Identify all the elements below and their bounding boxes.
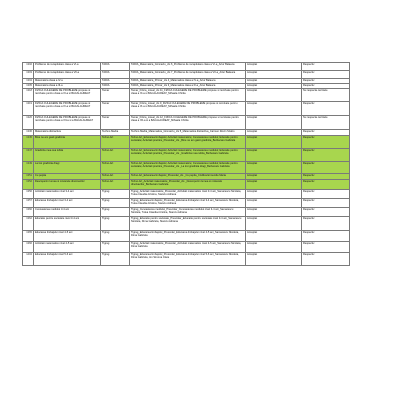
table-row [23, 136, 350, 149]
description-cell: TADIA_Matematica_Gimnaziu_cls 6_Probleme de recapitulare clasa a VI-a_Artur Balauca [130, 63, 246, 71]
result-cell: Respectiv [302, 79, 350, 84]
publisher-cell: Tigrag [101, 242, 130, 253]
row-id-cell: 1360 [23, 208, 34, 217]
result-cell: Respectiv [302, 71, 350, 79]
title-cell: La trei gradinita dragi [34, 162, 101, 174]
result-cell: Respectiv [302, 174, 350, 180]
row-id-cell: 1319 [23, 102, 34, 116]
description-cell: Techno Media_Matematica_Gimnaziu_cls 5_Matematica distractiva_Carmen Roxin Szabo [130, 130, 246, 136]
publisher-cell: Tigrag [101, 199, 130, 208]
publisher-cell: Tehno-Art [101, 136, 130, 149]
description-cell: Tigrag_Activitati matematice_Prescolar_Activitati matematice nivel 4-5 ani_Samarescu Nicoleta, Dima Gabriela [130, 242, 246, 253]
status-cell: Acceptat [246, 208, 302, 217]
title-cell: Probleme de recapitulare clasa a VII-a [34, 71, 101, 79]
row-id-cell: 1404 [23, 253, 34, 266]
title-cell: FIZICA CULEGERE DE PROBLEME propuse si rezolvate pentru clasa a XII-a si a BACALAUREAT [34, 116, 101, 130]
row-id-cell: 1349 [23, 162, 34, 174]
book-approval-table [22, 62, 350, 266]
status-cell: Acceptat [246, 71, 302, 79]
result-cell: Nu respecta cerintele [302, 89, 350, 102]
publisher-cell: Tehno-Art [101, 180, 130, 190]
publisher-cell: Tehno-Art [101, 174, 130, 180]
description-cell: Tamar_Fizica_Liceal_cls 12_FIZICA CULEGERE DE PROBLEME propuse si rezolvate pentru clasa a XII-a si a BACALAUREAT_Mihaela Chirita [130, 116, 246, 130]
title-cell: FIZICA CULEGERE DE PROBLEME propuse si rezolvate pentru clasa a IX-a si BACALAUREAT [34, 102, 101, 116]
description-cell: Tigrag_Activitati matematice_Prescolar_Activitati matematice nivel 3-4 ani_Samarescu Nicoleta, Tulea Claudia-Cristina, Stanciu Adriana [130, 190, 246, 199]
title-cell: Educarea limbajului nivel 5-6 ani [34, 253, 101, 266]
title-cell: Activitati matematice nivel 4-5 ani [34, 242, 101, 253]
row-id-cell: 1304 [23, 79, 34, 84]
result-cell: Respectiv [302, 63, 350, 71]
description-cell: Tamar_Fizica_Liceal_cls 11_FIZICA CULEGERE DE PROBLEME propuse si rezolvate pentru clasa a XI-a si BACALAUREAT_Mihaela Chirita [130, 89, 246, 102]
result-cell: Respectiv [302, 190, 350, 199]
title-cell: Matematica clasa a III-a [34, 84, 101, 89]
status-cell: Acceptat [246, 231, 302, 242]
row-id-cell: 1345 [23, 136, 34, 149]
publisher-cell: Tamar [101, 102, 130, 116]
result-cell: Respectiv [302, 162, 350, 174]
status-cell: Acceptat [246, 63, 302, 71]
title-cell: Educarea limbajului nivel 4-5 ani [34, 231, 101, 242]
result-cell: Respectiv [302, 231, 350, 242]
description-cell: TADIA_Matematica_Gimnaziu_cls 7_Probleme de recapitulare clasa a VII-a_Artur Balauca [130, 71, 246, 79]
status-cell: Acceptat [246, 253, 302, 266]
publisher-cell: Tamar [101, 116, 130, 130]
status-cell: Acceptat [246, 217, 302, 231]
title-cell: Activitati matematice nivel 3-4 ani [34, 190, 101, 199]
title-cell: Matematica clasa a IV-a [34, 79, 101, 84]
table-row [23, 217, 350, 231]
publisher-cell: Tigrag [101, 217, 130, 231]
row-id-cell: 1318 [23, 89, 34, 102]
status-cell: Acceptat [246, 89, 302, 102]
row-id-cell: 1365 [23, 231, 34, 242]
status-cell: Acceptat [246, 116, 302, 130]
status-cell: Acceptat [246, 199, 302, 208]
description-cell: Tehno-Art_Activitati matematice_Prescolar_cls _Descoperim lumea si misterele dinozaurilor_Berbecaru Gabriela [130, 180, 246, 190]
description-cell: Tigrag_Cunoasterea mediului_Prescolar_Cunoasterea mediului nivel 3-4 ani_Samarescu Nicoleta, Tulea Claudia-Cristina, Stanciu Adriana [130, 208, 246, 217]
result-cell: Respectiv [302, 242, 350, 253]
table-row [23, 162, 350, 174]
row-id-cell: 1351 [23, 174, 34, 180]
row-id-cell: 1362 [23, 217, 34, 231]
row-id-cell: 1302 [23, 63, 34, 71]
status-cell: Acceptat [246, 162, 302, 174]
result-cell: Respectiv [302, 149, 350, 162]
description-cell: Tigrag_Educatie pentru societate_Prescolar_Educatie pentru societate nivel 3-4 ani_Samarescu Nicoleta, Dima Gabriela, Stanciu Adriana [130, 217, 246, 231]
publisher-cell: TADIA [101, 71, 130, 79]
description-cell: Tamar_Fizica_Liceal_cls 9_FIZICA CULEGERE DE PROBLEME propuse si rezolvate pentru clasa a IX-a si BACALAUREAT_Mihaela Chirita [130, 102, 246, 116]
description-cell: TADIA_Matematica_Primar_cls 3_Matematica clasa a III-a_Artur Balauca [130, 84, 246, 89]
table-row [23, 190, 350, 199]
publisher-cell: Tamar [101, 89, 130, 102]
result-cell: Respectiv [302, 130, 350, 136]
status-cell: Acceptat [246, 102, 302, 116]
table-row [23, 253, 350, 266]
result-cell: Nu respecta cerintele [302, 116, 350, 130]
publisher-cell: Tehno-Art [101, 162, 130, 174]
title-cell: FIZICA CULEGERE DE PROBLEME propuse si rezolvate pentru clasa a XI-a si BACALAUREAT [34, 89, 101, 102]
table-body [23, 63, 350, 266]
table-row [23, 149, 350, 162]
row-id-cell: 1347 [23, 149, 34, 162]
status-cell: Acceptat [246, 79, 302, 84]
result-cell: Respectiv [302, 102, 350, 116]
result-cell: Respectiv [302, 208, 350, 217]
status-cell: Acceptat [246, 242, 302, 253]
title-cell: Descoperim lumea si misterele dinozaurilor [34, 180, 101, 190]
result-cell: Respectiv [302, 136, 350, 149]
result-cell: Respectiv [302, 217, 350, 231]
result-cell: Respectiv [302, 180, 350, 190]
table-row [23, 71, 350, 79]
row-id-cell: 1305 [23, 84, 34, 89]
title-cell: Educarea limbajului nivel 3-4 ani [34, 199, 101, 208]
result-cell: Respectiv [302, 199, 350, 208]
publisher-cell: TADIA [101, 84, 130, 89]
description-cell: Tehno-Art_Educarea limbajului; Activitati matematice; Cunoasterea mediului; Educatie pentru societate; Activitati practice_Prescolar_cls _Gradinita mea iubita_Berbecaru Gabriela [130, 149, 246, 162]
row-id-cell: 1352 [23, 180, 34, 190]
publisher-cell: TADIA [101, 79, 130, 84]
title-cell: Bine ne am gasit gradinita [34, 136, 101, 149]
publisher-cell: Tigrag [101, 253, 130, 266]
publisher-cell: TADIA [101, 63, 130, 71]
publisher-cell: Tigrag [101, 208, 130, 217]
table-row [23, 102, 350, 116]
publisher-cell: Tigrag [101, 231, 130, 242]
title-cell: Cu pepita [34, 174, 101, 180]
table-row [23, 199, 350, 208]
status-cell: Acceptat [246, 180, 302, 190]
status-cell: Acceptat [246, 174, 302, 180]
table-row [23, 116, 350, 130]
title-cell: Gradinita mea cea iubita [34, 149, 101, 162]
publisher-cell: Techno Media [101, 130, 130, 136]
title-cell: Matematica distractiva [34, 130, 101, 136]
row-id-cell: 1320 [23, 116, 34, 130]
title-cell: Cunoasterea mediului 3-4 ani [34, 208, 101, 217]
description-cell: Tigrag_Educarea limbajului_Prescolar_Educarea limbajului nivel 4-5 ani_Samarescu Nicoleta, Dima Gabriela [130, 231, 246, 242]
row-id-cell: 1336 [23, 130, 34, 136]
row-id-cell: 1356 [23, 190, 34, 199]
table-row [23, 180, 350, 190]
row-id-cell: 1366 [23, 242, 34, 253]
table-row [23, 89, 350, 102]
status-cell: Acceptat [246, 130, 302, 136]
status-cell: Acceptat [246, 190, 302, 199]
publisher-cell: Tehno-Art [101, 149, 130, 162]
title-cell: Educatie pentru societate nivel 3-4 ani [34, 217, 101, 231]
title-cell: Probleme de recapitulare clasa a VI-a [34, 63, 101, 71]
description-cell: Tigrag_Educarea limbajului_Prescolar_Educarea limbajului nivel 5-6 ani_Samarescu Nicoleta, Dima Gabriela, Ion Simona Clara [130, 253, 246, 266]
description-cell: Tehno-Art_Educarea limbajului; Activitati matematice; Cunoasterea mediului; Educatie pentru societate; Activitati practice_Prescolar_cls _La trei gradinita dragi_Berbecaru Gabriela [130, 162, 246, 174]
description-cell: Tehno-Art_Educarea limbajului; Activitati matematice; Cunoasterea mediului; Educatie pentru societate; Activitati practice_Prescolar_cls _Bine ne am gasit gradinita_Berbecaru Gabriela [130, 136, 246, 149]
table-row [23, 63, 350, 71]
description-cell: Tehno-Art_Educarea limbajului_Prescolar_cls _Cu pepita_Civillica Ermenide Maria [130, 174, 246, 180]
description-cell: TADIA_Matematica_Primar_cls 4_Matematica clasa a IV-a_Artur Balauca [130, 79, 246, 84]
status-cell: Acceptat [246, 149, 302, 162]
table-row [23, 208, 350, 217]
status-cell: Acceptat [246, 136, 302, 149]
status-cell: Acceptat [246, 84, 302, 89]
table-row [23, 231, 350, 242]
description-cell: Tigrag_Educarea limbajului_Prescolar_Educarea limbajului nivel 3-4 ani_Samarescu Nicoleta, Tulea Claudia-Cristina, Stanciu Adriana [130, 199, 246, 208]
result-cell: Respectiv [302, 84, 350, 89]
result-cell: Respectiv [302, 253, 350, 266]
table-row [23, 242, 350, 253]
row-id-cell: 1357 [23, 199, 34, 208]
row-id-cell: 1303 [23, 71, 34, 79]
publisher-cell: Tigrag [101, 190, 130, 199]
